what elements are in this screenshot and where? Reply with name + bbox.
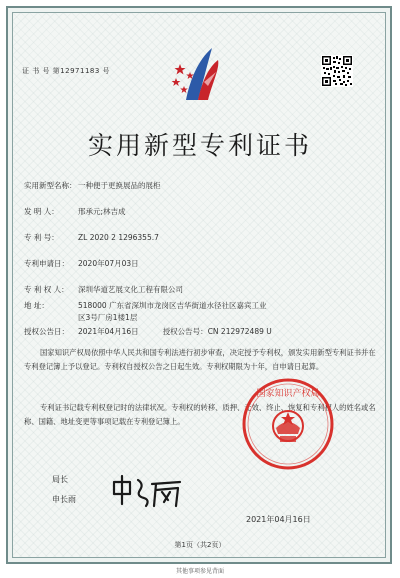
director-title: 局长 bbox=[52, 475, 68, 484]
director-signature-icon bbox=[108, 472, 194, 510]
field-address-line-2 bbox=[78, 312, 137, 323]
address-line-2: 区3号厂房1楼1层 bbox=[78, 313, 138, 322]
field-patentee bbox=[24, 284, 183, 295]
cnipa-logo-icon bbox=[168, 42, 232, 104]
field-label: 专 利 权 人： bbox=[24, 285, 69, 294]
address-line-1: 518000 广东省深圳市龙岗区吉华街道水径社区嘉宾工业 bbox=[78, 301, 267, 310]
field-value: ZL 2020 2 1296355.7 bbox=[78, 233, 159, 242]
director-name: 申长雨 bbox=[52, 495, 76, 504]
official-seal-icon bbox=[240, 376, 336, 472]
stamp-date: 2021年04月16日 bbox=[246, 515, 311, 524]
field-value: 2020年07月03日 bbox=[78, 259, 139, 268]
field-value: 深圳华道艺展文化工程有限公司 bbox=[78, 285, 183, 294]
field-patent-number bbox=[24, 232, 159, 243]
seal-text: 国家知识产权局 bbox=[256, 389, 320, 399]
page-number: 第1页（共2页） bbox=[174, 541, 226, 549]
field-value: 邢承元;林吉成 bbox=[78, 207, 126, 216]
announcement-date: 2021年04月16日 bbox=[78, 327, 139, 336]
field-label: 实用新型名称： bbox=[24, 181, 77, 190]
field-application-date bbox=[24, 258, 139, 269]
paragraph-legal-status: 专利证书记载专利权登记时的法律状况。专利权的转移、质押、无效、终止、恢复和专利权人的姓名或名称、国籍、地址变更等事项记载在专利登记簿上。 bbox=[24, 403, 376, 426]
certificate-title: 实用新型专利证书 bbox=[87, 131, 312, 160]
paragraph-grant: 国家知识产权局依照中华人民共和国专利法进行初步审查，决定授予专利权，颁发实用新型专利证书并在专利登记簿上予以登记。专利权自授权公告之日起生效。专利权期限为十年，自申请日起算。 bbox=[24, 348, 376, 371]
announcement-number-label: 授权公告号： bbox=[162, 327, 208, 336]
field-inventor bbox=[24, 206, 126, 217]
field-label: 专利申请日： bbox=[24, 259, 69, 268]
field-label: 专 利 号： bbox=[24, 233, 59, 242]
field-label: 授权公告日： bbox=[24, 327, 69, 336]
back-note: 其他事项参见背面 bbox=[175, 568, 224, 575]
certificate-number: 证 书 号 第12971183 号 bbox=[22, 67, 111, 75]
qr-code-icon bbox=[321, 55, 353, 87]
announcement-number: CN 212972489 U bbox=[207, 327, 272, 336]
field-address bbox=[24, 300, 267, 311]
field-utility-model-name bbox=[24, 180, 161, 191]
field-value: 一种便于更换展品的展柜 bbox=[78, 181, 161, 190]
field-announcement bbox=[24, 326, 272, 337]
field-label: 发 明 人： bbox=[24, 207, 59, 216]
field-label: 地 址： bbox=[24, 301, 49, 310]
